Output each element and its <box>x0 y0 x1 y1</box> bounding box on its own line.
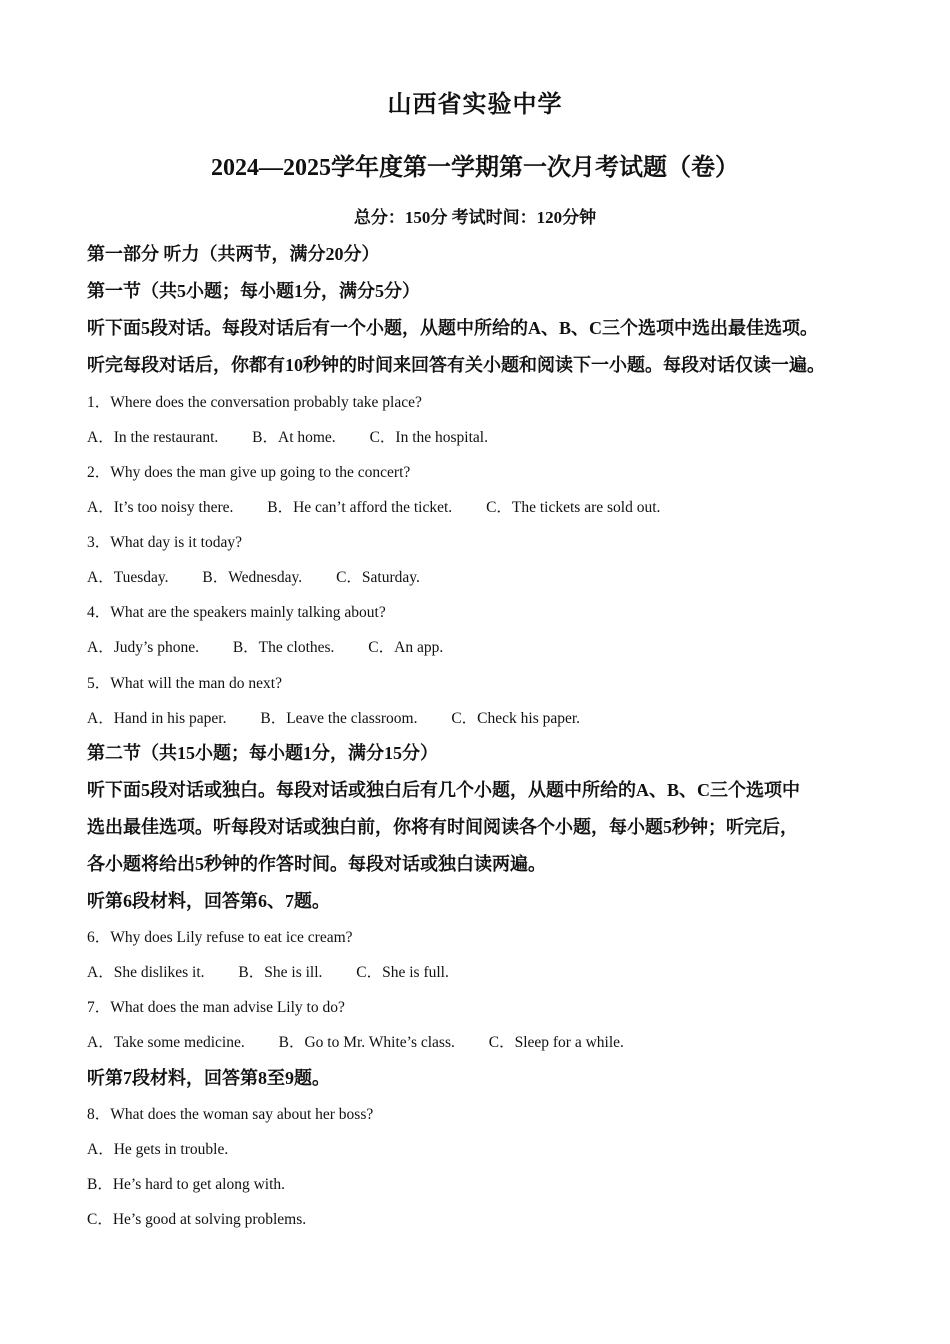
section2-instruction-2: 选出最佳选项。听每段对话或独白前，你将有时间阅读各个小题，每小题5秒钟；听完后， <box>87 817 798 837</box>
option-2c: C．The tickets are sold out. <box>486 499 661 516</box>
option-3c: C．Saturday. <box>336 569 420 586</box>
section1-instruction-1: 听下面5段对话。每段对话后有一个小题，从题中所给的A、B、C三个选项中选出最佳选项。 <box>87 318 818 338</box>
option-6a: A．She dislikes it. <box>87 964 205 981</box>
options-4 <box>87 635 443 657</box>
exam-meta: 总分：150分 考试时间：120分钟 <box>353 208 597 227</box>
option-7b: B．Go to Mr. White’s class. <box>278 1034 455 1051</box>
option-5a: A．Hand in his paper. <box>87 710 227 727</box>
options-7 <box>87 1030 624 1052</box>
option-8a: A．He gets in trouble. <box>87 1141 229 1158</box>
section1-heading: 第一节（共5小题；每小题1分，满分5分） <box>87 281 420 301</box>
question-7: 7．What does the man advise Lily to do? <box>87 999 345 1016</box>
option-1a: A．In the restaurant. <box>87 429 219 446</box>
section2-heading: 第二节（共15小题；每小题1分，满分15分） <box>87 743 438 763</box>
option-5c: C．Check his paper. <box>451 710 581 727</box>
option-2b: B．He can’t afford the ticket. <box>267 499 453 516</box>
school-name: 山西省实验中学 <box>387 92 563 118</box>
options-2 <box>87 495 660 517</box>
option-1c: C．In the hospital. <box>369 429 488 446</box>
option-2a: A．It’s too noisy there. <box>87 499 234 516</box>
option-6c: C．She is full. <box>356 964 449 981</box>
option-5b: B．Leave the classroom. <box>260 710 418 727</box>
options-6 <box>87 960 449 982</box>
option-8b: B．He’s hard to get along with. <box>87 1176 286 1193</box>
section2-instruction-3: 各小题将给出5秒钟的作答时间。每段对话或独白读两遍。 <box>87 854 546 874</box>
option-4b: B．The clothes. <box>232 639 335 656</box>
section1-instruction-2: 听完每段对话后，你都有10秒钟的时间来回答有关小题和阅读下一小题。每段对话仅读一遍。 <box>87 355 825 375</box>
options-5 <box>87 706 580 728</box>
question-1: 1．Where does the conversation probably take place? <box>87 394 422 411</box>
material-6-heading: 听第6段材料，回答第6、7题。 <box>87 891 330 911</box>
option-7a: A．Take some medicine. <box>87 1034 245 1051</box>
options-3 <box>87 565 420 587</box>
material-7-heading: 听第7段材料，回答第8至9题。 <box>87 1068 330 1088</box>
option-3b: B．Wednesday. <box>202 569 303 586</box>
part1-heading: 第一部分 听力（共两节，满分20分） <box>87 244 380 264</box>
option-7c: C．Sleep for a while. <box>488 1034 624 1051</box>
question-2: 2．Why does the man give up going to the concert? <box>87 464 411 481</box>
question-4: 4．What are the speakers mainly talking about? <box>87 604 386 621</box>
question-6: 6．Why does Lily refuse to eat ice cream? <box>87 929 353 946</box>
option-8c: C．He’s good at solving problems. <box>87 1211 307 1228</box>
question-5: 5．What will the man do next? <box>87 675 282 692</box>
option-3a: A．Tuesday. <box>87 569 169 586</box>
question-8: 8．What does the woman say about her boss? <box>87 1106 374 1123</box>
option-4c: C．An app. <box>368 639 444 656</box>
question-3: 3．What day is it today? <box>87 534 242 551</box>
section2-instruction-1: 听下面5段对话或独白。每段对话或独白后有几个小题，从题中所给的A、B、C三个选项中 <box>87 780 800 800</box>
exam-title: 2024—2025学年度第一学期第一次月考试题（卷） <box>211 155 739 181</box>
options-1 <box>87 425 488 447</box>
option-6b: B．She is ill. <box>238 964 323 981</box>
option-1b: B．At home. <box>252 429 336 446</box>
option-4a: A．Judy’s phone. <box>87 639 199 656</box>
